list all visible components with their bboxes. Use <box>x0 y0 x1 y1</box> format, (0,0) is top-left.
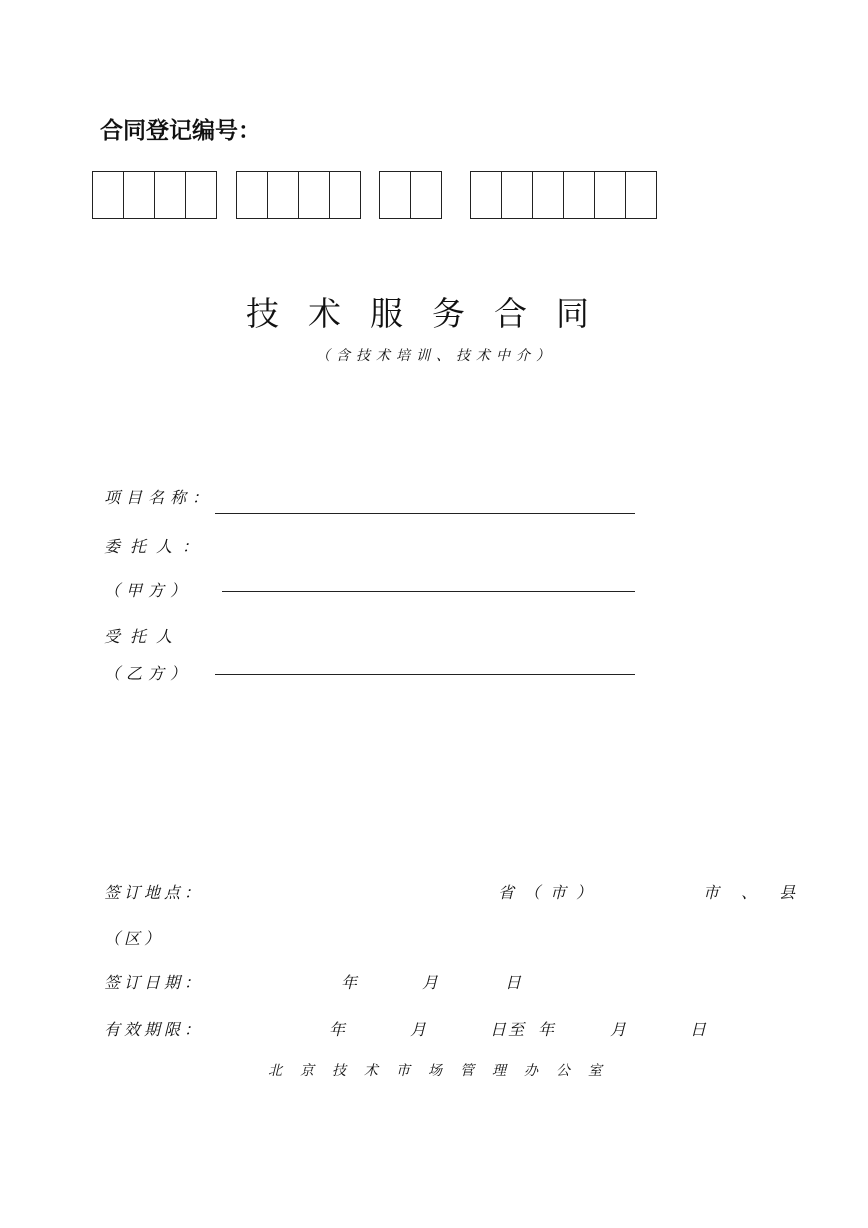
registration-box-group-2 <box>236 171 361 219</box>
party-b-label: （乙方） <box>104 664 193 683</box>
party-a-line[interactable] <box>222 591 635 592</box>
document-title: 技术服务合同 <box>246 294 618 333</box>
registration-box-group-3 <box>379 171 442 219</box>
validity-start-year: 年 <box>329 1020 346 1039</box>
district-label: （区） <box>104 929 165 948</box>
registration-digit-box[interactable] <box>501 171 532 219</box>
registration-digit-box[interactable] <box>470 171 501 219</box>
registration-digit-box[interactable] <box>563 171 594 219</box>
project-name-label: 项目名称： <box>104 488 215 507</box>
registration-digit-box[interactable] <box>298 171 329 219</box>
registration-box-group-1 <box>92 171 217 219</box>
document-subtitle: （含技术培训、技术中介） <box>316 348 556 364</box>
registration-number-label: 合同登记编号： <box>100 118 261 144</box>
validity-label: 有效期限： <box>104 1020 205 1039</box>
registration-digit-box[interactable] <box>625 171 657 219</box>
client-label: 委托人： <box>104 537 209 556</box>
party-b-line[interactable] <box>215 674 635 675</box>
registration-digit-box[interactable] <box>123 171 154 219</box>
registration-digit-box[interactable] <box>92 171 123 219</box>
signing-date-label: 签订日期： <box>104 973 205 992</box>
signing-month: 月 <box>422 973 439 992</box>
registration-digit-box[interactable] <box>236 171 267 219</box>
issuing-office: 北京技术市场管理办公室 <box>268 1063 620 1079</box>
validity-end-month: 月 <box>610 1020 627 1039</box>
city-county-label: 市、县 <box>703 883 818 902</box>
province-label: 省（市） <box>498 883 603 902</box>
registration-box-group-4 <box>470 171 657 219</box>
registration-digit-box[interactable] <box>379 171 410 219</box>
party-a-label: （甲方） <box>104 581 193 600</box>
registration-digit-box[interactable] <box>329 171 361 219</box>
trustee-label: 受托人 <box>104 627 183 646</box>
registration-digit-box[interactable] <box>154 171 185 219</box>
validity-start-day-to: 日至 <box>490 1020 527 1039</box>
signing-day: 日 <box>505 973 522 992</box>
validity-start-month: 月 <box>410 1020 427 1039</box>
signing-year: 年 <box>341 973 358 992</box>
project-name-line[interactable] <box>215 513 635 514</box>
registration-digit-box[interactable] <box>410 171 442 219</box>
registration-digit-box[interactable] <box>532 171 563 219</box>
registration-digit-box[interactable] <box>185 171 217 219</box>
registration-digit-box[interactable] <box>594 171 625 219</box>
validity-end-day: 日 <box>690 1020 707 1039</box>
registration-digit-box[interactable] <box>267 171 298 219</box>
validity-end-year: 年 <box>538 1020 555 1039</box>
signing-place-label: 签订地点： <box>104 883 205 902</box>
